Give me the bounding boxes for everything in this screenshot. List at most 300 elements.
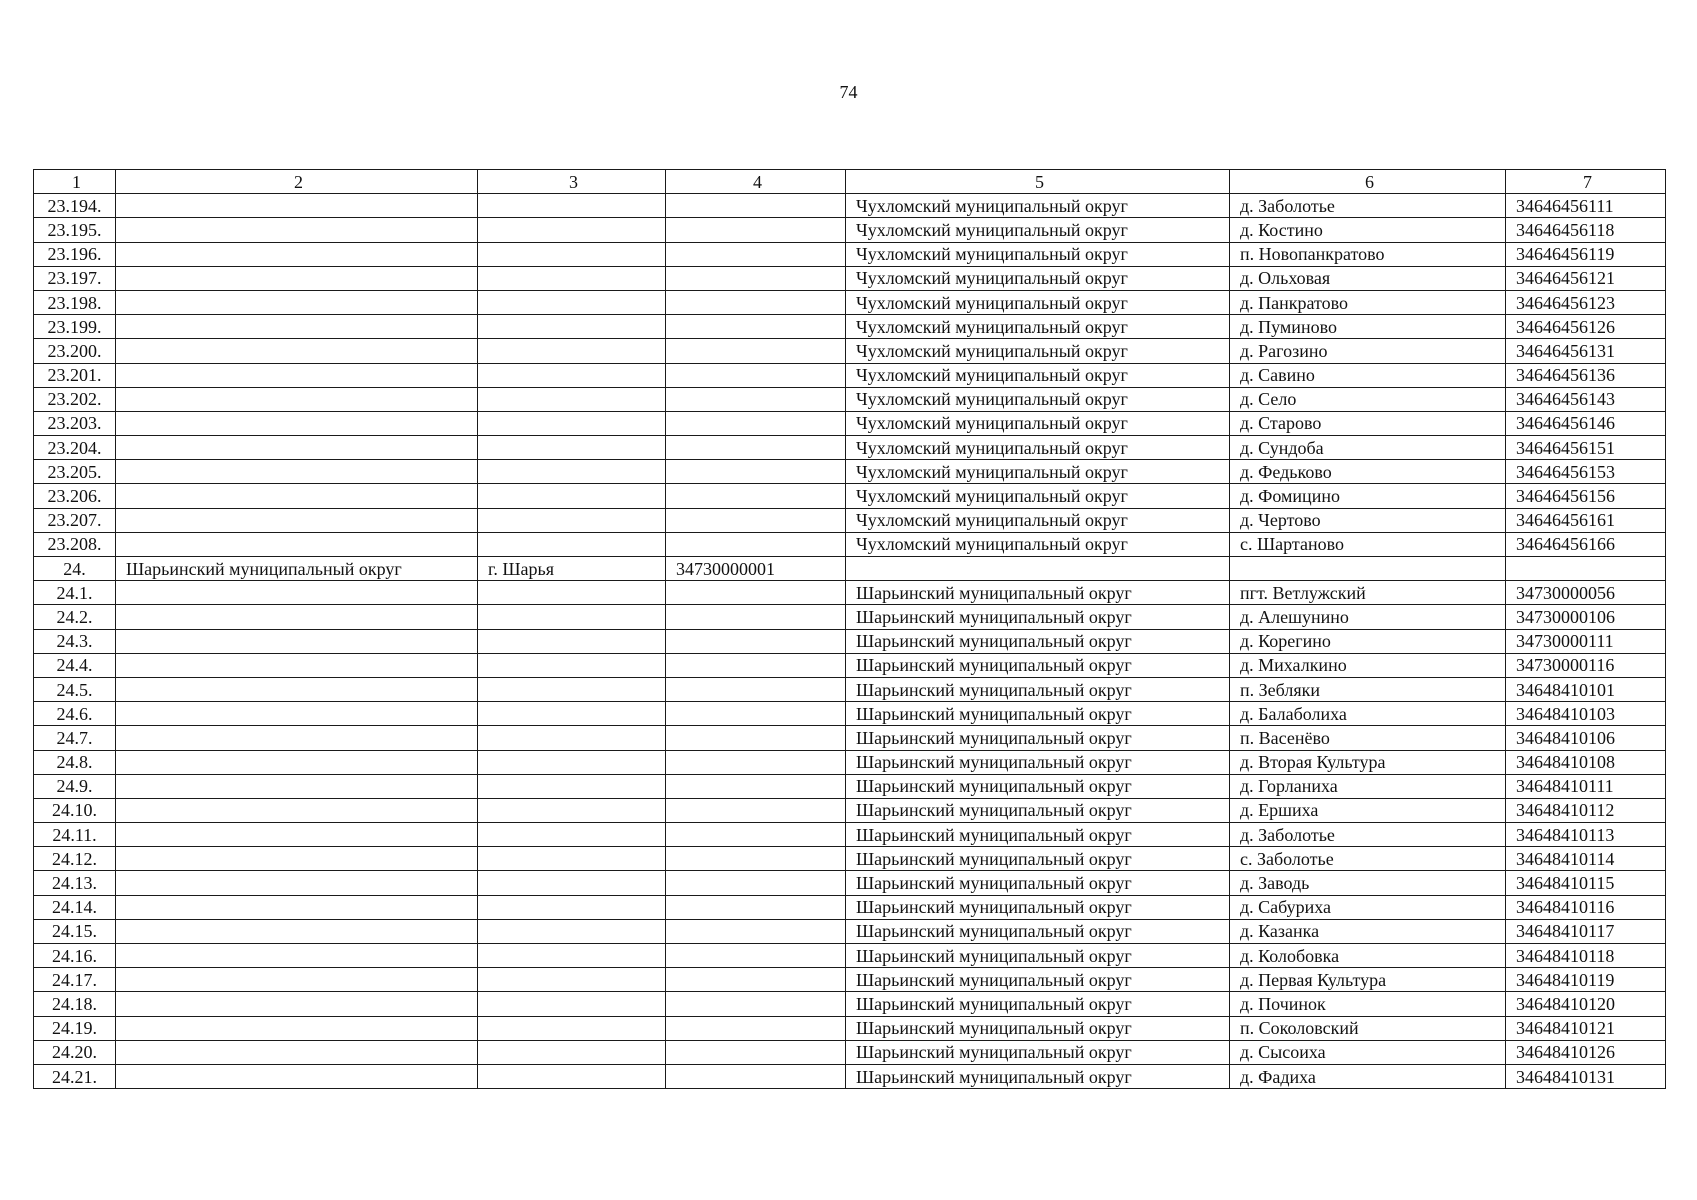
table-row bbox=[34, 919, 1666, 943]
center-code-cell bbox=[666, 387, 846, 411]
settlement-cell: д. Савино bbox=[1230, 363, 1506, 387]
row-number-cell: 24.2. bbox=[34, 605, 116, 629]
oktmo-code-cell: 34646456121 bbox=[1506, 266, 1666, 290]
settlement-cell: д. Михалкино bbox=[1230, 653, 1506, 677]
row-number-cell: 23.202. bbox=[34, 387, 116, 411]
row-number-cell: 24.17. bbox=[34, 968, 116, 992]
center-code-cell bbox=[666, 895, 846, 919]
center-code-cell bbox=[666, 1016, 846, 1040]
column-header: 1 bbox=[34, 170, 116, 194]
oktmo-code-cell: 34648410113 bbox=[1506, 823, 1666, 847]
table-row bbox=[34, 363, 1666, 387]
municipality-cell: Чухломский муниципальный округ bbox=[846, 242, 1230, 266]
oktmo-code-cell: 34646456136 bbox=[1506, 363, 1666, 387]
municipality-cell: Шарьинский муниципальный округ bbox=[846, 774, 1230, 798]
district-cell bbox=[116, 194, 478, 218]
municipality-cell: Шарьинский муниципальный округ bbox=[846, 847, 1230, 871]
district-cell bbox=[116, 992, 478, 1016]
municipality-cell: Шарьинский муниципальный округ bbox=[846, 702, 1230, 726]
center-code-cell bbox=[666, 968, 846, 992]
oktmo-code-cell: 34648410106 bbox=[1506, 726, 1666, 750]
oktmo-code-cell: 34646456119 bbox=[1506, 242, 1666, 266]
table-row bbox=[34, 557, 1666, 581]
column-header: 5 bbox=[846, 170, 1230, 194]
center-cell bbox=[478, 290, 666, 314]
center-code-cell bbox=[666, 411, 846, 435]
center-cell bbox=[478, 750, 666, 774]
municipality-cell: Шарьинский муниципальный округ bbox=[846, 798, 1230, 822]
table-row bbox=[34, 968, 1666, 992]
district-cell bbox=[116, 847, 478, 871]
oktmo-code-cell: 34648410101 bbox=[1506, 677, 1666, 701]
center-cell bbox=[478, 411, 666, 435]
municipality-cell: Шарьинский муниципальный округ bbox=[846, 629, 1230, 653]
settlement-cell: д. Сысоиха bbox=[1230, 1040, 1506, 1064]
oktmo-code-cell: 34648410126 bbox=[1506, 1040, 1666, 1064]
district-cell bbox=[116, 895, 478, 919]
municipality-cell: Чухломский муниципальный округ bbox=[846, 387, 1230, 411]
row-number-cell: 24.7. bbox=[34, 726, 116, 750]
row-number-cell: 24.14. bbox=[34, 895, 116, 919]
table-row bbox=[34, 944, 1666, 968]
center-code-cell bbox=[666, 266, 846, 290]
settlement-cell: д. Фадиха bbox=[1230, 1064, 1506, 1088]
district-cell bbox=[116, 653, 478, 677]
municipality-cell: Шарьинский муниципальный округ bbox=[846, 653, 1230, 677]
district-cell bbox=[116, 532, 478, 556]
table-row bbox=[34, 677, 1666, 701]
settlement-cell: д. Горланиха bbox=[1230, 774, 1506, 798]
oktmo-code-cell: 34646456161 bbox=[1506, 508, 1666, 532]
district-cell bbox=[116, 823, 478, 847]
municipality-cell: Чухломский муниципальный округ bbox=[846, 460, 1230, 484]
district-cell bbox=[116, 1016, 478, 1040]
center-code-cell bbox=[666, 194, 846, 218]
row-number-cell: 24.1. bbox=[34, 581, 116, 605]
row-number-cell: 24.18. bbox=[34, 992, 116, 1016]
district-cell bbox=[116, 605, 478, 629]
center-code-cell bbox=[666, 702, 846, 726]
row-number-cell: 23.204. bbox=[34, 436, 116, 460]
center-code-cell bbox=[666, 871, 846, 895]
settlement-cell: д. Починок bbox=[1230, 992, 1506, 1016]
row-number-cell: 23.199. bbox=[34, 315, 116, 339]
settlement-cell: д. Костино bbox=[1230, 218, 1506, 242]
municipality-cell: Чухломский муниципальный округ bbox=[846, 436, 1230, 460]
district-cell bbox=[116, 581, 478, 605]
table-row bbox=[34, 750, 1666, 774]
center-code-cell bbox=[666, 508, 846, 532]
center-code-cell bbox=[666, 436, 846, 460]
table-row bbox=[34, 290, 1666, 314]
district-cell bbox=[116, 484, 478, 508]
municipality-cell: Чухломский муниципальный округ bbox=[846, 218, 1230, 242]
municipality-cell: Шарьинский муниципальный округ bbox=[846, 581, 1230, 605]
oktmo-code-cell bbox=[1506, 557, 1666, 581]
table-row bbox=[34, 266, 1666, 290]
municipality-cell: Шарьинский муниципальный округ bbox=[846, 1016, 1230, 1040]
district-cell bbox=[116, 871, 478, 895]
settlement-cell: д. Фомицино bbox=[1230, 484, 1506, 508]
row-number-cell: 24.13. bbox=[34, 871, 116, 895]
center-cell: г. Шарья bbox=[478, 557, 666, 581]
settlement-cell: с. Шартаново bbox=[1230, 532, 1506, 556]
table-row bbox=[34, 895, 1666, 919]
oktmo-code-cell: 34730000056 bbox=[1506, 581, 1666, 605]
center-code-cell bbox=[666, 605, 846, 629]
center-code-cell bbox=[666, 218, 846, 242]
table-body bbox=[34, 194, 1666, 1089]
center-code-cell bbox=[666, 532, 846, 556]
row-number-cell: 24.5. bbox=[34, 677, 116, 701]
municipality-cell: Шарьинский муниципальный округ bbox=[846, 919, 1230, 943]
row-number-cell: 23.195. bbox=[34, 218, 116, 242]
table-row bbox=[34, 605, 1666, 629]
settlement-cell: п. Новопанкратово bbox=[1230, 242, 1506, 266]
district-cell bbox=[116, 436, 478, 460]
center-cell bbox=[478, 726, 666, 750]
row-number-cell: 24.3. bbox=[34, 629, 116, 653]
center-cell bbox=[478, 1040, 666, 1064]
municipality-cell: Чухломский муниципальный округ bbox=[846, 411, 1230, 435]
municipality-cell: Шарьинский муниципальный округ bbox=[846, 605, 1230, 629]
center-code-cell bbox=[666, 460, 846, 484]
table-row bbox=[34, 581, 1666, 605]
center-code-cell bbox=[666, 581, 846, 605]
district-cell bbox=[116, 218, 478, 242]
oktmo-code-cell: 34646456153 bbox=[1506, 460, 1666, 484]
oktmo-code-cell: 34646456151 bbox=[1506, 436, 1666, 460]
municipality-cell: Чухломский муниципальный округ bbox=[846, 508, 1230, 532]
center-cell bbox=[478, 194, 666, 218]
center-cell bbox=[478, 798, 666, 822]
district-cell bbox=[116, 1064, 478, 1088]
municipality-cell: Шарьинский муниципальный округ bbox=[846, 1064, 1230, 1088]
table-row bbox=[34, 387, 1666, 411]
settlement-cell: д. Ольховая bbox=[1230, 266, 1506, 290]
settlement-cell: п. Васенёво bbox=[1230, 726, 1506, 750]
oktmo-code-cell: 34648410116 bbox=[1506, 895, 1666, 919]
settlement-cell: с. Заболотье bbox=[1230, 847, 1506, 871]
settlement-cell: д. Старово bbox=[1230, 411, 1506, 435]
row-number-cell: 23.197. bbox=[34, 266, 116, 290]
settlement-cell: д. Пуминово bbox=[1230, 315, 1506, 339]
table-row bbox=[34, 1064, 1666, 1088]
district-cell bbox=[116, 460, 478, 484]
column-header: 4 bbox=[666, 170, 846, 194]
municipality-cell: Шарьинский муниципальный округ bbox=[846, 992, 1230, 1016]
settlement-cell: д. Первая Культура bbox=[1230, 968, 1506, 992]
settlement-cell: д. Село bbox=[1230, 387, 1506, 411]
table-row bbox=[34, 798, 1666, 822]
district-cell bbox=[116, 339, 478, 363]
center-cell bbox=[478, 677, 666, 701]
municipality-cell: Шарьинский муниципальный округ bbox=[846, 823, 1230, 847]
district-cell bbox=[116, 944, 478, 968]
row-number-cell: 23.208. bbox=[34, 532, 116, 556]
center-code-cell bbox=[666, 484, 846, 508]
table-row bbox=[34, 774, 1666, 798]
row-number-cell: 23.207. bbox=[34, 508, 116, 532]
center-code-cell bbox=[666, 653, 846, 677]
municipality-cell: Шарьинский муниципальный округ bbox=[846, 677, 1230, 701]
municipality-cell: Чухломский муниципальный округ bbox=[846, 290, 1230, 314]
district-cell bbox=[116, 798, 478, 822]
row-number-cell: 24.4. bbox=[34, 653, 116, 677]
center-cell bbox=[478, 895, 666, 919]
oktmo-code-cell: 34648410114 bbox=[1506, 847, 1666, 871]
row-number-cell: 24.15. bbox=[34, 919, 116, 943]
center-cell bbox=[478, 968, 666, 992]
oktmo-code-cell: 34648410131 bbox=[1506, 1064, 1666, 1088]
municipality-cell: Чухломский муниципальный округ bbox=[846, 315, 1230, 339]
settlement-cell: д. Сундоба bbox=[1230, 436, 1506, 460]
settlement-cell: д. Федьково bbox=[1230, 460, 1506, 484]
center-code-cell bbox=[666, 992, 846, 1016]
row-number-cell: 24.8. bbox=[34, 750, 116, 774]
oktmo-code-cell: 34648410112 bbox=[1506, 798, 1666, 822]
center-cell bbox=[478, 242, 666, 266]
row-number-cell: 24.11. bbox=[34, 823, 116, 847]
center-cell bbox=[478, 363, 666, 387]
center-cell bbox=[478, 436, 666, 460]
oktmo-code-cell: 34648410120 bbox=[1506, 992, 1666, 1016]
district-cell bbox=[116, 968, 478, 992]
settlement-cell: д. Панкратово bbox=[1230, 290, 1506, 314]
center-cell bbox=[478, 315, 666, 339]
row-number-cell: 23.205. bbox=[34, 460, 116, 484]
table-row bbox=[34, 871, 1666, 895]
municipality-cell: Чухломский муниципальный округ bbox=[846, 484, 1230, 508]
district-cell bbox=[116, 315, 478, 339]
center-code-cell bbox=[666, 944, 846, 968]
oktmo-code-cell: 34648410117 bbox=[1506, 919, 1666, 943]
oktmo-code-cell: 34648410103 bbox=[1506, 702, 1666, 726]
row-number-cell: 24.9. bbox=[34, 774, 116, 798]
table-row bbox=[34, 1016, 1666, 1040]
column-header: 6 bbox=[1230, 170, 1506, 194]
center-code-cell bbox=[666, 363, 846, 387]
settlement-cell: пгт. Ветлужский bbox=[1230, 581, 1506, 605]
center-cell bbox=[478, 387, 666, 411]
row-number-cell: 24.6. bbox=[34, 702, 116, 726]
oktmo-code-cell: 34730000106 bbox=[1506, 605, 1666, 629]
center-code-cell bbox=[666, 1040, 846, 1064]
settlement-cell: д. Алешунино bbox=[1230, 605, 1506, 629]
table-row bbox=[34, 460, 1666, 484]
district-cell bbox=[116, 919, 478, 943]
table-row bbox=[34, 339, 1666, 363]
settlement-cell: д. Казанка bbox=[1230, 919, 1506, 943]
district-cell bbox=[116, 363, 478, 387]
row-number-cell: 24.10. bbox=[34, 798, 116, 822]
table-row bbox=[34, 242, 1666, 266]
table-row bbox=[34, 218, 1666, 242]
table-row bbox=[34, 315, 1666, 339]
center-code-cell bbox=[666, 726, 846, 750]
center-cell bbox=[478, 460, 666, 484]
center-cell bbox=[478, 266, 666, 290]
center-code-cell bbox=[666, 339, 846, 363]
settlement-cell bbox=[1230, 557, 1506, 581]
settlement-cell: д. Балаболиха bbox=[1230, 702, 1506, 726]
center-code-cell bbox=[666, 919, 846, 943]
municipality-cell: Чухломский муниципальный округ bbox=[846, 363, 1230, 387]
district-cell bbox=[116, 750, 478, 774]
center-cell bbox=[478, 823, 666, 847]
row-number-cell: 24. bbox=[34, 557, 116, 581]
table-row bbox=[34, 629, 1666, 653]
settlement-cell: д. Вторая Культура bbox=[1230, 750, 1506, 774]
municipality-cell: Шарьинский муниципальный округ bbox=[846, 968, 1230, 992]
column-number-row bbox=[34, 170, 1666, 194]
row-number-cell: 24.19. bbox=[34, 1016, 116, 1040]
district-cell bbox=[116, 1040, 478, 1064]
center-code-cell bbox=[666, 242, 846, 266]
oktmo-code-cell: 34646456166 bbox=[1506, 532, 1666, 556]
row-number-cell: 23.198. bbox=[34, 290, 116, 314]
center-cell bbox=[478, 532, 666, 556]
oktmo-code-cell: 34646456131 bbox=[1506, 339, 1666, 363]
table-row bbox=[34, 726, 1666, 750]
district-cell bbox=[116, 387, 478, 411]
district-cell bbox=[116, 290, 478, 314]
oktmo-code-cell: 34646456126 bbox=[1506, 315, 1666, 339]
center-cell bbox=[478, 919, 666, 943]
center-code-cell bbox=[666, 629, 846, 653]
municipality-cell: Шарьинский муниципальный округ bbox=[846, 750, 1230, 774]
center-cell bbox=[478, 871, 666, 895]
center-cell bbox=[478, 508, 666, 532]
municipality-cell: Шарьинский муниципальный округ bbox=[846, 895, 1230, 919]
municipality-cell: Чухломский муниципальный округ bbox=[846, 266, 1230, 290]
oktmo-code-cell: 34648410115 bbox=[1506, 871, 1666, 895]
row-number-cell: 24.12. bbox=[34, 847, 116, 871]
municipality-cell: Чухломский муниципальный округ bbox=[846, 532, 1230, 556]
page-number: 74 bbox=[839, 82, 858, 102]
registry-table bbox=[33, 169, 1666, 1089]
table-row bbox=[34, 823, 1666, 847]
oktmo-code-cell: 34648410121 bbox=[1506, 1016, 1666, 1040]
table-row bbox=[34, 1040, 1666, 1064]
municipality-cell: Шарьинский муниципальный округ bbox=[846, 726, 1230, 750]
municipality-cell: Шарьинский муниципальный округ bbox=[846, 944, 1230, 968]
table-row bbox=[34, 436, 1666, 460]
center-code-cell bbox=[666, 823, 846, 847]
table-row bbox=[34, 508, 1666, 532]
oktmo-code-cell: 34648410119 bbox=[1506, 968, 1666, 992]
settlement-cell: д. Заболотье bbox=[1230, 823, 1506, 847]
oktmo-code-cell: 34730000116 bbox=[1506, 653, 1666, 677]
center-cell bbox=[478, 847, 666, 871]
center-cell bbox=[478, 484, 666, 508]
center-cell bbox=[478, 581, 666, 605]
column-header: 7 bbox=[1506, 170, 1666, 194]
municipality-cell bbox=[846, 557, 1230, 581]
row-number-cell: 23.203. bbox=[34, 411, 116, 435]
district-cell bbox=[116, 774, 478, 798]
oktmo-code-cell: 34648410118 bbox=[1506, 944, 1666, 968]
column-header: 2 bbox=[116, 170, 478, 194]
district-cell bbox=[116, 266, 478, 290]
settlement-cell: д. Рагозино bbox=[1230, 339, 1506, 363]
row-number-cell: 24.20. bbox=[34, 1040, 116, 1064]
table-row bbox=[34, 653, 1666, 677]
district-cell bbox=[116, 702, 478, 726]
row-number-cell: 24.21. bbox=[34, 1064, 116, 1088]
oktmo-code-cell: 34646456146 bbox=[1506, 411, 1666, 435]
center-cell bbox=[478, 629, 666, 653]
center-cell bbox=[478, 653, 666, 677]
center-cell bbox=[478, 944, 666, 968]
center-cell bbox=[478, 992, 666, 1016]
table-row bbox=[34, 532, 1666, 556]
row-number-cell: 23.201. bbox=[34, 363, 116, 387]
center-code-cell bbox=[666, 750, 846, 774]
settlement-cell: д. Заводь bbox=[1230, 871, 1506, 895]
table-row bbox=[34, 702, 1666, 726]
settlement-cell: д. Сабуриха bbox=[1230, 895, 1506, 919]
district-cell bbox=[116, 629, 478, 653]
oktmo-code-cell: 34646456118 bbox=[1506, 218, 1666, 242]
settlement-cell: д. Колобовка bbox=[1230, 944, 1506, 968]
center-code-cell bbox=[666, 1064, 846, 1088]
center-cell bbox=[478, 605, 666, 629]
district-cell bbox=[116, 508, 478, 532]
oktmo-code-cell: 34730000111 bbox=[1506, 629, 1666, 653]
center-cell bbox=[478, 1064, 666, 1088]
table-row bbox=[34, 847, 1666, 871]
column-header: 3 bbox=[478, 170, 666, 194]
center-cell bbox=[478, 1016, 666, 1040]
settlement-cell: д. Корегино bbox=[1230, 629, 1506, 653]
center-code-cell bbox=[666, 798, 846, 822]
oktmo-code-cell: 34646456156 bbox=[1506, 484, 1666, 508]
settlement-cell: п. Зебляки bbox=[1230, 677, 1506, 701]
municipality-cell: Чухломский муниципальный округ bbox=[846, 339, 1230, 363]
municipality-cell: Чухломский муниципальный округ bbox=[846, 194, 1230, 218]
district-cell: Шарьинский муниципальный округ bbox=[116, 557, 478, 581]
municipality-cell: Шарьинский муниципальный округ bbox=[846, 871, 1230, 895]
oktmo-code-cell: 34648410108 bbox=[1506, 750, 1666, 774]
table-row bbox=[34, 194, 1666, 218]
district-cell bbox=[116, 242, 478, 266]
row-number-cell: 23.194. bbox=[34, 194, 116, 218]
oktmo-code-cell: 34646456111 bbox=[1506, 194, 1666, 218]
center-code-cell: 34730000001 bbox=[666, 557, 846, 581]
district-cell bbox=[116, 411, 478, 435]
center-code-cell bbox=[666, 847, 846, 871]
oktmo-code-cell: 34648410111 bbox=[1506, 774, 1666, 798]
table-row bbox=[34, 411, 1666, 435]
center-cell bbox=[478, 774, 666, 798]
center-code-cell bbox=[666, 290, 846, 314]
table-row bbox=[34, 992, 1666, 1016]
district-cell bbox=[116, 726, 478, 750]
oktmo-code-cell: 34646456143 bbox=[1506, 387, 1666, 411]
center-cell bbox=[478, 218, 666, 242]
center-code-cell bbox=[666, 315, 846, 339]
oktmo-code-cell: 34646456123 bbox=[1506, 290, 1666, 314]
settlement-cell: д. Заболотье bbox=[1230, 194, 1506, 218]
settlement-cell: д. Ершиха bbox=[1230, 798, 1506, 822]
settlement-cell: д. Чертово bbox=[1230, 508, 1506, 532]
municipality-cell: Шарьинский муниципальный округ bbox=[846, 1040, 1230, 1064]
center-code-cell bbox=[666, 677, 846, 701]
center-cell bbox=[478, 339, 666, 363]
settlement-cell: п. Соколовский bbox=[1230, 1016, 1506, 1040]
center-code-cell bbox=[666, 774, 846, 798]
